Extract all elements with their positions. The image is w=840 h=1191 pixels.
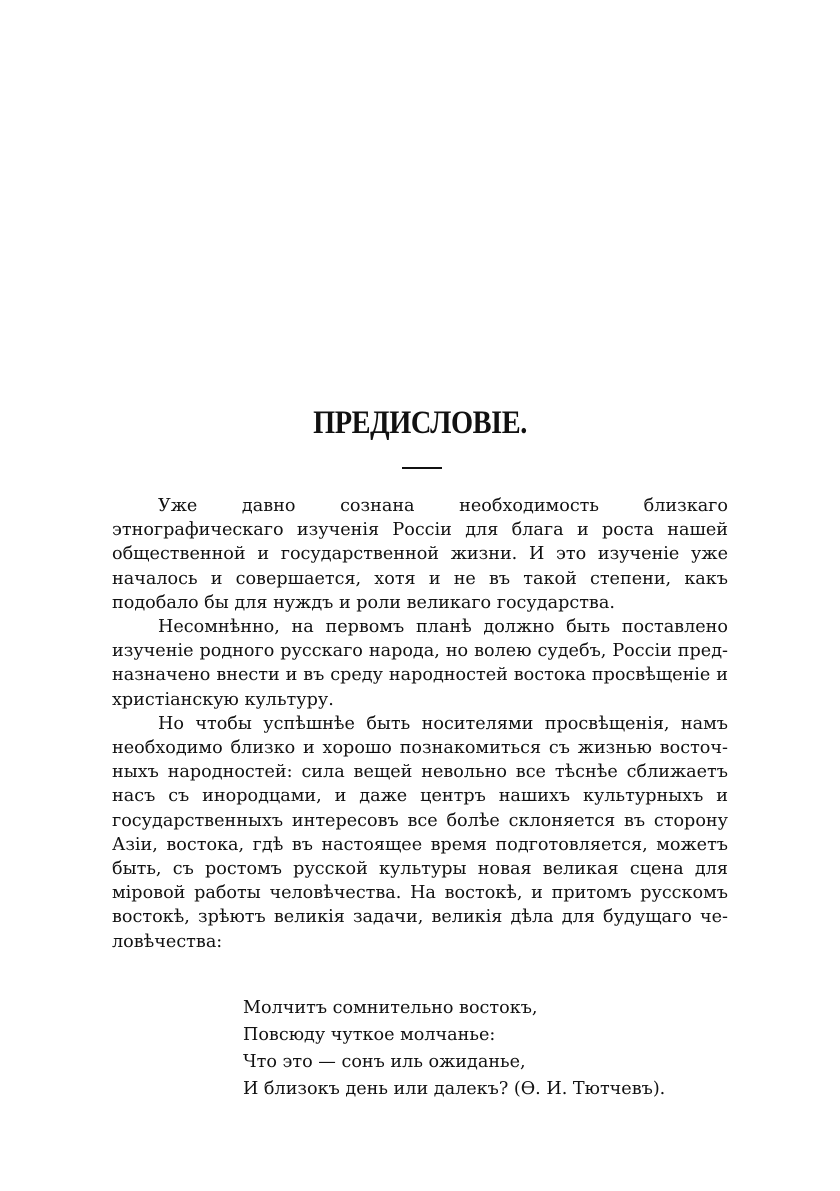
paragraph-3: Но чтобы успѣшнѣе быть носителями просвѣщенія, намъ необходимо близко и хорошо познакомиться съ жизнью восточныхъ народностей: сила вещей невольно все тѣснѣе сближаетъ насъ съ инородцами, и даже центръ нашихъ культурныхъ и государственныхъ интересовъ все болѣе склоняется въ сторону Азіи, востока, гдѣ въ настоящее время подготовляется, можетъ быть, съ ростомъ русской культуры новая великая сцена для міровой работы человѣчества. На востокѣ, и притомъ русскомъ востокѣ, зрѣютъ великія задачи, великія дѣла для будущаго человѣчества: [112,713,728,952]
page-title: ПРЕДИСЛОВІЕ. [313,405,527,441]
poem-quote [243,995,763,1103]
poem-line: Повсюду чуткое молчанье: [243,1025,496,1045]
poem-line: И близокъ день или далекъ? (Ѳ. И. Тютчевъ). [243,1079,666,1099]
preface-body [112,494,728,954]
poem-line: Молчитъ сомнительно востокъ, [243,998,538,1018]
paragraph-2: Несомнѣнно, на первомъ планѣ должно быть поставлено изученіе родного русскаго народа, но волею судебъ, Россіи предназначено внести и въ среду народностей востока просвѣщеніе и христіанскую культуру. [112,617,728,710]
poem-line: Что это — сонъ иль ожиданье, [243,1052,526,1072]
title-rule [402,467,442,469]
paragraph-1: Уже давно сознана необходимость близкаго этнографическаго изученія Россіи для блага и роста нашей общественной и государственной жизни. И это изученіе уже началось и совершается, хотя и не въ такой степени, какъ подобало бы для нуждъ и роли великаго государства. [112,496,728,613]
